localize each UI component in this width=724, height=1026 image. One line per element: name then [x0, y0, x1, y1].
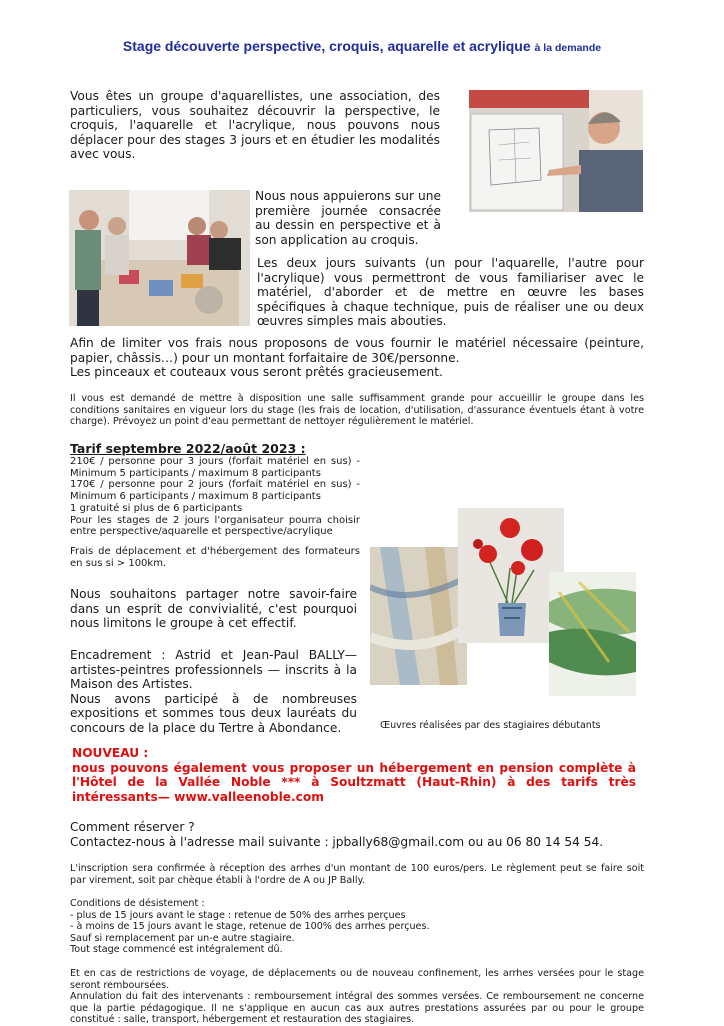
- artwork-abstract: [370, 547, 467, 685]
- reserver-contact: Contactez-nous à l'adresse mail suivante : jpbally68@gmail.com ou au 06 80 14 54 54.: [70, 834, 604, 849]
- pinceaux-text: Les pinceaux et couteaux vous seront prêtés gracieusement.: [70, 365, 443, 380]
- restrictions-section: [70, 968, 644, 1026]
- page-title: [0, 38, 724, 54]
- desistement-line-3: Sauf si remplacement par un-e autre stagiaire.: [70, 932, 295, 944]
- expositions-text: Nous avons participé à de nombreuses expositions et sommes tous deux lauréats du concours de la place du Tertre à Abondance.: [70, 691, 357, 735]
- desistement-line-1: - plus de 15 jours avant le stage : retenue de 50% des arrhes perçues: [70, 909, 406, 921]
- tarif-line-2: 170€ / personne pour 2 jours (forfait matériel en sus) - Minimum 6 participants / maximum 8 participants: [70, 479, 360, 503]
- tarif-line-3: 1 gratuité si plus de 6 participants: [70, 502, 243, 514]
- nouveau-heading: NOUVEAU :: [72, 746, 149, 760]
- nouveau-section: [72, 746, 636, 804]
- partager-paragraph: Nous souhaitons partager notre savoir-faire dans un esprit de convivialité, c'est pourquoi nous limitons le groupe à cet effectif.: [70, 587, 357, 631]
- artwork-green: [549, 572, 636, 696]
- nouveau-text: nous pouvons également vous proposer un hébergement en pension complète à l'Hôtel de la Vallée Noble *** à Soultzmatt (Haut-Rhin) à des tarifs très intéressants— www.valleenoble.com: [72, 760, 636, 804]
- annulation-text: Annulation du fait des intervenants : remboursement intégral des sommes versées. Ce remboursement ne concerne que la partie pédagogique. Il ne s'applique en aucun cas aux autres prestations assurées par ou pour le groupe constitué : salle, transport, hébergement et restauration des stagiaires.: [70, 991, 644, 1025]
- title-main: Stage découverte perspective, croquis, aquarelle et acrylique: [122, 38, 531, 54]
- photo-instructor-drawing: [469, 90, 643, 212]
- encadrement-text: Encadrement : Astrid et Jean-Paul BALLY— artistes-peintres professionnels — inscrits à la Maison des Artistes.: [70, 648, 357, 692]
- reserver-section: [70, 820, 644, 849]
- desistement-heading: Conditions de désistement :: [70, 898, 205, 909]
- restrictions-text: Et en cas de restrictions de voyage, de déplacements ou de nouveau confinement, les arrhes versées pour le stage seront remboursées.: [70, 968, 644, 991]
- salle-paragraph: Il vous est demandé de mettre à disposition une salle suffisamment grande pour accueillir le groupe dans les conditions sanitaires en vigueur lors du stage (les frais de location, d'utilisation, d'assurance éventuels étant à votre charge). Prévoyez un point d'eau permettant de nettoyer régulièrement le matériel.: [70, 393, 644, 427]
- tarif-section: [70, 441, 360, 569]
- artwork-caption: Œuvres réalisées par des stagiaires débutants: [380, 720, 601, 731]
- day1-paragraph: Nous nous appuierons sur une première journée consacrée au dessin en perspective et à son application au croquis.: [255, 189, 441, 247]
- desistement-line-2: - à moins de 15 jours avant le stage, retenue de 100% des arrhes perçues.: [70, 921, 430, 932]
- encadrement-paragraph: [70, 648, 357, 736]
- photo-workshop-group: [69, 190, 250, 326]
- intro-paragraph: Vous êtes un groupe d'aquarellistes, une association, des particuliers, vous souhaitez découvrir la perspective, le croquis, l'aquarelle et l'acrylique, nous pouvons nous déplacer pour des stages 3 jours et en étudier les modalités avec vous.: [70, 89, 440, 162]
- tarif-heading: Tarif septembre 2022/août 2023 :: [70, 441, 306, 456]
- materiel-text: Afin de limiter vos frais nous proposons de vous fournir le matériel nécessaire (peinture, papier, châssis…) pour un montant forfaitaire de 30€/personne.: [70, 336, 644, 365]
- reserver-question: Comment réserver ?: [70, 820, 195, 834]
- desistement-line-4: Tout stage commencé est intégralement dû.: [70, 944, 283, 955]
- materiel-paragraph: [70, 336, 644, 380]
- days23-paragraph: Les deux jours suivants (un pour l'aquarelle, l'autre pour l'acrylique) vous permettront de vous familiariser avec le matériel, d'aborder et de mettre en œuvre les bases spécifiques à chaque technique, puis de réaliser une ou deux œuvres simples mais abouties.: [257, 256, 644, 329]
- desistement-section: [70, 898, 644, 956]
- title-suffix: à la demande: [534, 42, 602, 54]
- tarif-frais: Frais de déplacement et d'hébergement des formateurs en sus si > 100km.: [70, 545, 360, 569]
- tarif-line-1: 210€ / personne pour 3 jours (forfait matériel en sus) - Minimum 5 participants / maximum 8 participants: [70, 456, 360, 479]
- inscription-paragraph: L'inscription sera confirmée à réception des arrhes d'un montant de 100 euros/pers. Le règlement peut se faire soit par virement, soit par chèque établi à l'ordre de A ou JP Bally.: [70, 863, 644, 886]
- tarif-line-4: Pour les stages de 2 jours l'organisateur pourra choisir entre perspective/aquarelle et perspective/acrylique: [70, 514, 360, 538]
